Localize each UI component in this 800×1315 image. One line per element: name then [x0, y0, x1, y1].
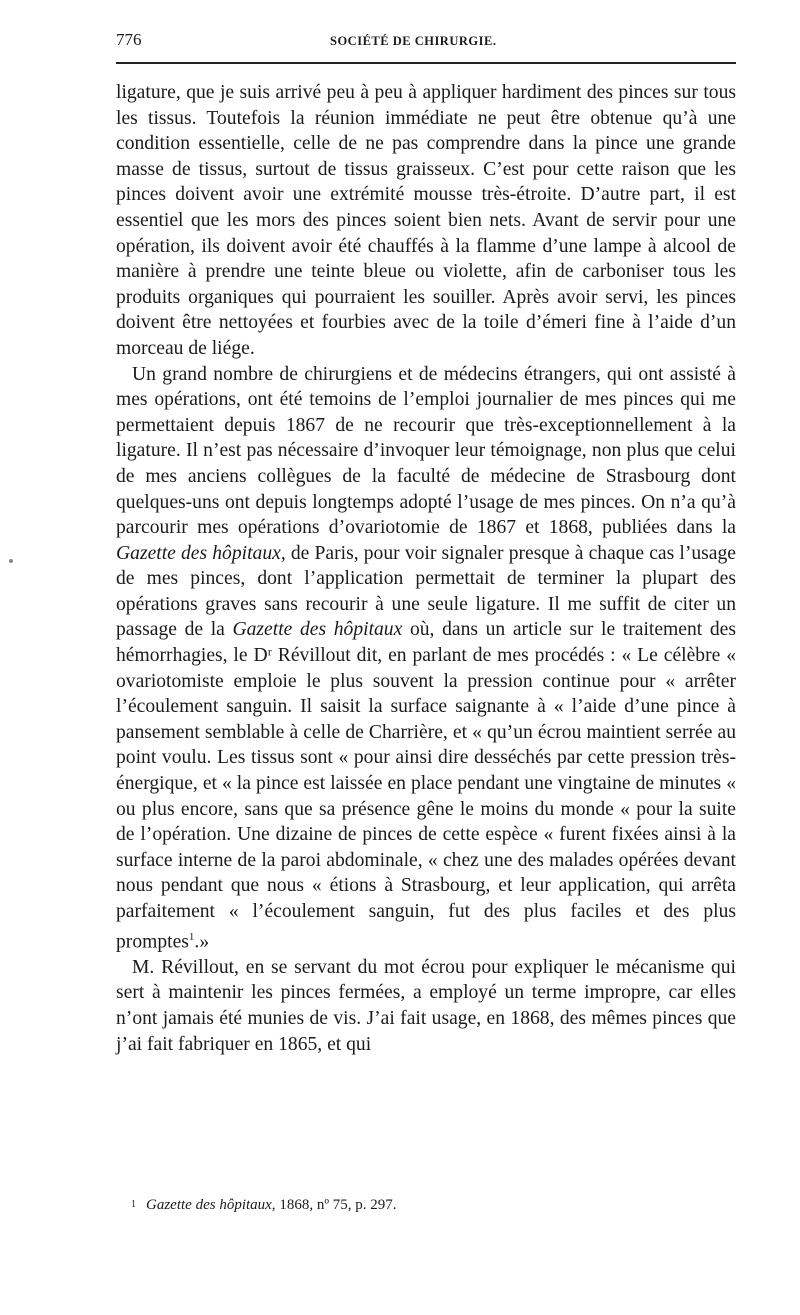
paragraph-3: M. Révillout, en se servant du mot écrou pour expliquer le mécanisme qui sert à maintenir les pinces fermées, a employé un terme impropre, car elles n’ont jamais été munies de vis. J’ai fait usage, en 1868, des mêmes pinces que j’ai fait fabriquer en 1865, et qui: [116, 956, 736, 1055]
footnote-mark: 1: [131, 1199, 136, 1210]
paragraph-2: [116, 362, 736, 955]
page-header: [116, 30, 736, 56]
body-text: [116, 80, 736, 1057]
paragraph-2-text-a: Un grand nombre de chirurgiens et de médecins étrangers, qui ont assisté à mes opérations, ont été temoins de l’emploi journalier de mes pinces qui me permettaient depuis 1867 de ne recourir que très-exceptionnellement à la ligature. Il n’est pas nécessaire d’invoquer leur témoignage, non plus que celui de mes anciens collègues de la faculté de médecine de Strasbourg dont quelques-uns ont depuis longtemps adopté l’usage de mes pinces. On n’a qu’à parcourir mes opérations d’ovariotomie de 1867 et 1868, publiées dans la: [116, 363, 736, 539]
margin-speck: [9, 559, 13, 563]
paragraph-2-journal-title-1: Gazette des hôpitaux,: [116, 542, 286, 564]
paragraph-1: ligature, que je suis arrivé peu à peu à appliquer hardiment des pinces sur tous les tissus. Toutefois la réunion immédiate ne peut être obtenue qu’à une condition essentielle, celle de ne pas comprendre dans la pince une grande masse de tissus, surtout de tissus graisseux. C’est pour cette raison que les pinces doivent avoir une extrémité mousse très-étroite. D’autre part, il est essentiel que les mors des pinces soient bien nets. Avant de servir pour une opération, ils doivent avoir été chauffés à la flamme d’une lampe à alcool de manière à prendre une teinte bleue ou violette, afin de carboniser tous les produits organiques qui pourraient les souiller. Après avoir servi, les pinces doivent être nettoyées et fourbies avec de la toile d’émeri fine à l’aide d’un morceau de liége.: [116, 82, 736, 359]
footnote: [131, 1196, 731, 1214]
paragraph-2-end: .»: [194, 931, 210, 953]
footnote-reference[interactable]: 1: [188, 930, 195, 943]
paragraph-2-text-c: où, dans un article sur le traitement des hémorrhagies, le Dʳ Révillout dit, en parlant de mes procédés : « Le célèbre « ovariotomiste emploie le plus souvent la pression continue pour « arrêter l’écoulement sanguin. Il saisit la surface saignante à « l’aide d’une pince à pansement semblable à celle de Charrière, et « qu’un écrou maintient serrée au point voulu. Les tissus sont « pour ainsi dire desséchés par cette pression très-énergique, et « la pince est laissée en place pendant une vingtaine de minutes « ou plus encore, sans que sa présence gêne le moins du monde « pour la suite de l’opération. Une dizaine de pinces de cette espèce « furent fixées ainsi à la surface interne de la paroi abdominale, « chez une des malades opérées devant nous pendant que nous « étions à Strasbourg, et leur application, qui arrêta parfaitement « l’écoulement sanguin, fut des plus faciles et des plus promptes: [116, 619, 736, 953]
paragraph-2-journal-title-2: Gazette des hôpitaux: [232, 619, 403, 641]
footnote-citation: 1868, nº 75, p. 297.: [275, 1197, 397, 1213]
page-number: 776: [116, 30, 142, 49]
paragraph-2-text-b: de Paris, pour voir signaler presque à chaque cas l’usage de mes pinces, dont l’application permettait de terminer la plupart des opérations graves sans recourir à une seule ligature. Il me suffit de citer un passage de la: [116, 542, 736, 641]
footnote-source: Gazette des hôpitaux,: [146, 1197, 276, 1213]
header-rule: [116, 62, 736, 64]
running-head: SOCIÉTÉ DE CHIRURGIE.: [330, 34, 497, 48]
